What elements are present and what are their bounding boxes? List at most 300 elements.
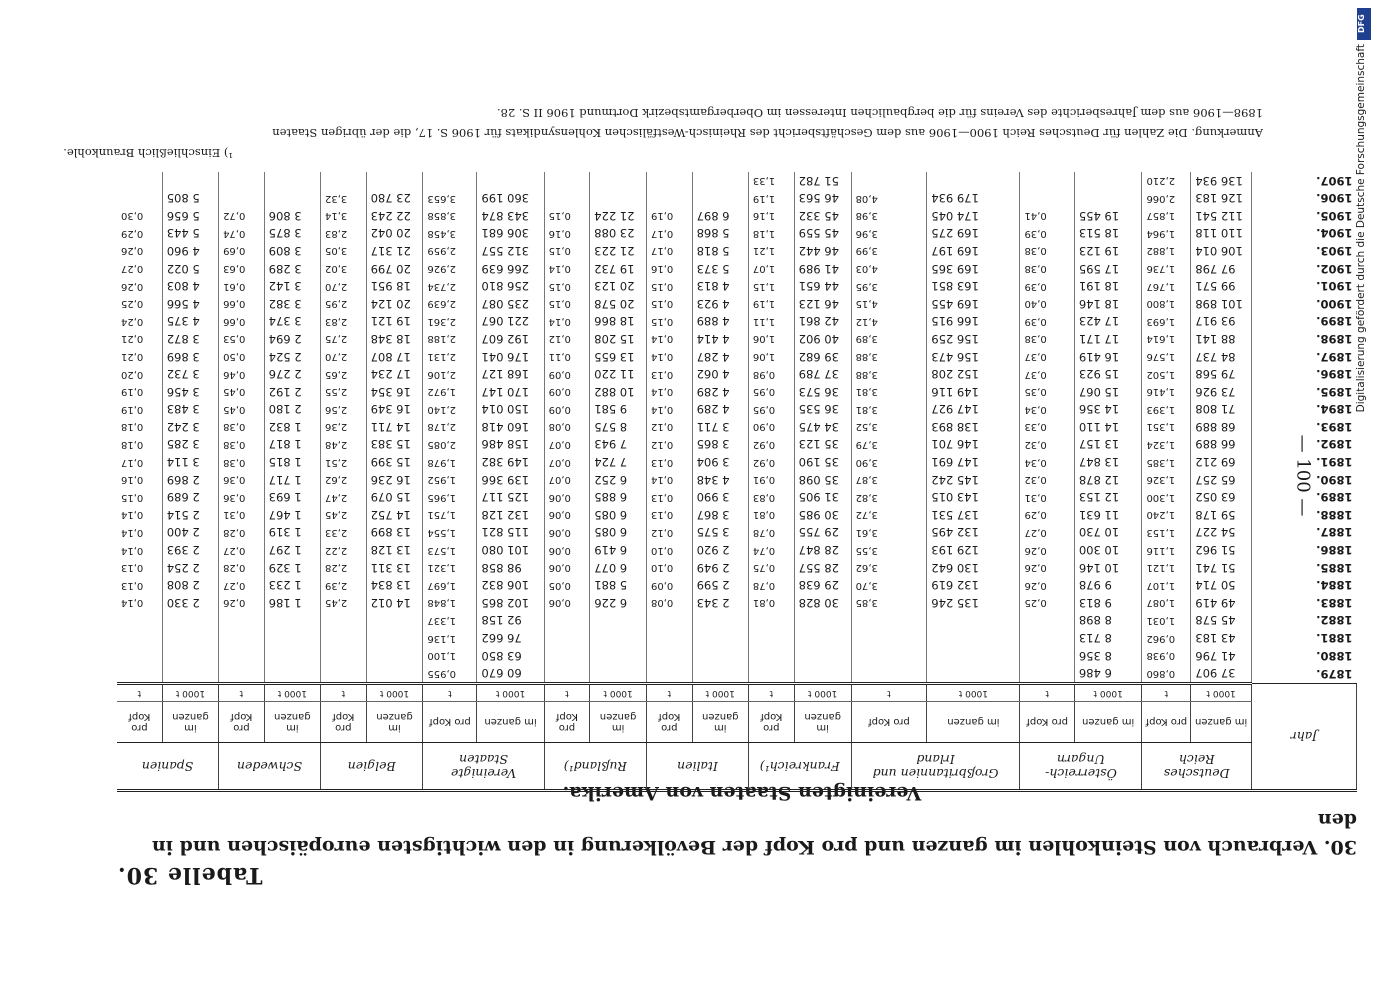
table-row — [117, 612, 1357, 630]
per-capita-cell: 1,136 — [423, 629, 477, 647]
per-capita-cell: 0,16 — [117, 471, 162, 489]
total-cell: 2 180 — [264, 401, 320, 419]
per-capita-cell: 2,95 — [321, 295, 367, 313]
per-capita-cell — [646, 647, 692, 665]
total-cell — [692, 172, 748, 190]
total-cell: 115 821 — [477, 524, 544, 542]
per-capita-cell: 0,53 — [219, 330, 265, 348]
total-cell: 21 224 — [590, 207, 647, 225]
per-capita-cell — [851, 629, 927, 647]
unit-total: 1000 t — [366, 684, 423, 702]
total-cell: 137 531 — [927, 506, 1020, 524]
total-cell: 15 383 — [366, 436, 423, 454]
total-cell: 18 866 — [590, 313, 647, 331]
per-capita-cell: 0,06 — [544, 506, 590, 524]
per-capita-cell: 0,14 — [646, 401, 692, 419]
per-capita-cell: 2,734 — [423, 277, 477, 295]
per-capita-cell: 0,26 — [117, 277, 162, 295]
total-cell: 8 713 — [1074, 629, 1142, 647]
total-cell: 17 595 — [1074, 260, 1142, 278]
per-capita-cell: 0,09 — [544, 383, 590, 401]
total-cell: 10 882 — [590, 383, 647, 401]
per-capita-cell: 2,65 — [321, 365, 367, 383]
per-capita-cell: 1,15 — [748, 277, 794, 295]
remark-line-2: 1898—1906 aus dem Jahresberichte des Vereins für die bergbaulichen Interessen im Oberbergamtsbezirk Dortmund 1906 II S. 28. — [496, 106, 1263, 120]
per-capita-cell — [219, 189, 265, 207]
per-capita-cell: 0,66 — [219, 313, 265, 331]
per-capita-cell: 2,106 — [423, 365, 477, 383]
unit-per-capita: t — [321, 684, 367, 702]
per-capita-cell: 0,74 — [748, 541, 794, 559]
per-capita-cell: 1,416 — [1142, 383, 1191, 401]
total-cell: 6 077 — [590, 559, 647, 577]
total-cell: 3 456 — [162, 383, 218, 401]
per-capita-cell: 0,26 — [219, 594, 265, 612]
total-cell: 2 343 — [692, 594, 748, 612]
per-capita-cell: 1,351 — [1142, 418, 1191, 436]
total-cell: 40 902 — [794, 330, 851, 348]
total-cell: 156 259 — [927, 330, 1020, 348]
table-row — [117, 260, 1357, 278]
total-cell — [794, 647, 851, 665]
unit-total: 1000 t — [927, 684, 1020, 702]
unit-total: 1000 t — [1191, 684, 1252, 702]
table-row — [117, 506, 1357, 524]
per-capita-cell — [321, 612, 367, 630]
per-capita-cell: 0,15 — [646, 295, 692, 313]
total-cell: 22 243 — [366, 207, 423, 225]
subheader-per-capita: pro Kopf — [544, 702, 590, 743]
per-capita-cell: 1,952 — [423, 471, 477, 489]
total-cell: 10 146 — [1074, 559, 1142, 577]
table-row — [117, 277, 1357, 295]
per-capita-cell — [646, 189, 692, 207]
year-cell: 1902. — [1316, 261, 1353, 276]
total-cell: 11 631 — [1074, 506, 1142, 524]
per-capita-cell: 0,08 — [544, 418, 590, 436]
total-cell: 99 571 — [1191, 277, 1252, 295]
total-cell: 23 088 — [590, 225, 647, 243]
total-cell: 3 114 — [162, 453, 218, 471]
per-capita-cell: 3,653 — [423, 189, 477, 207]
total-cell: 3 382 — [264, 295, 320, 313]
per-capita-cell: 3,95 — [851, 277, 927, 295]
total-cell: 266 639 — [477, 260, 544, 278]
per-capita-cell: 0,14 — [544, 260, 590, 278]
total-cell: 101 898 — [1191, 295, 1252, 313]
per-capita-cell: 2,39 — [321, 576, 367, 594]
per-capita-cell — [851, 664, 927, 683]
per-capita-cell: 1,337 — [423, 612, 477, 630]
per-capita-cell: 0,17 — [646, 242, 692, 260]
per-capita-cell — [321, 172, 367, 190]
per-capita-cell: 0,98 — [748, 365, 794, 383]
per-capita-cell: 2,75 — [321, 330, 367, 348]
per-capita-cell — [544, 629, 590, 647]
total-cell — [927, 664, 1020, 683]
per-capita-cell: 2,085 — [423, 436, 477, 454]
remark-line-1: Anmerkung. Die Zahlen für Deutsches Reich 1900—1906 aus dem Geschäftsbericht des Rheinisch-Westfälischen Kohlensyndikats für 1906 S. 17, die der übrigen Staaten — [272, 126, 1263, 140]
total-cell: 138 893 — [927, 418, 1020, 436]
year-cell: 1901. — [1316, 279, 1353, 294]
per-capita-cell: 3,79 — [851, 436, 927, 454]
total-cell: 132 619 — [927, 576, 1020, 594]
total-cell: 18 146 — [1074, 295, 1142, 313]
total-cell: 45 559 — [794, 225, 851, 243]
per-capita-cell: 4,12 — [851, 313, 927, 331]
total-cell: 4 566 — [162, 295, 218, 313]
total-cell: 1 233 — [264, 576, 320, 594]
total-cell: 106 832 — [477, 576, 544, 594]
per-capita-cell: 2,47 — [321, 488, 367, 506]
per-capita-cell — [219, 172, 265, 190]
total-cell: 14 752 — [366, 506, 423, 524]
per-capita-cell: 0,91 — [748, 471, 794, 489]
per-capita-cell: 0,09 — [646, 576, 692, 594]
unit-total: 1000 t — [162, 684, 218, 702]
per-capita-cell: 0,08 — [646, 594, 692, 612]
total-cell: 146 701 — [927, 436, 1020, 454]
table-row — [117, 647, 1357, 665]
subheader-total: im ganzen — [477, 702, 544, 743]
per-capita-cell: 0,12 — [646, 418, 692, 436]
per-capita-cell: 1,087 — [1142, 594, 1191, 612]
per-capita-cell: 0,13 — [646, 488, 692, 506]
per-capita-cell: 2,36 — [321, 418, 367, 436]
total-cell: 92 158 — [477, 612, 544, 630]
total-cell: 1 832 — [264, 418, 320, 436]
total-cell: 106 014 — [1191, 242, 1252, 260]
per-capita-cell: 3,88 — [851, 348, 927, 366]
total-cell — [264, 629, 320, 647]
table-row — [117, 541, 1357, 559]
total-cell: 51 962 — [1191, 541, 1252, 559]
table-row — [117, 664, 1357, 683]
total-cell: 76 662 — [477, 629, 544, 647]
per-capita-cell: 1,736 — [1142, 260, 1191, 278]
total-cell: 34 475 — [794, 418, 851, 436]
per-capita-cell: 0,39 — [1020, 225, 1074, 243]
total-cell: 13 847 — [1074, 453, 1142, 471]
total-cell: 45 332 — [794, 207, 851, 225]
total-cell: 1 297 — [264, 541, 320, 559]
total-cell: 16 349 — [366, 401, 423, 419]
total-cell: 43 183 — [1191, 629, 1252, 647]
per-capita-cell: 1,554 — [423, 524, 477, 542]
total-cell: 37 907 — [1191, 664, 1252, 683]
total-cell: 160 418 — [477, 418, 544, 436]
per-capita-cell: 0,31 — [219, 506, 265, 524]
per-capita-cell: 2,131 — [423, 348, 477, 366]
total-cell: 36 573 — [794, 383, 851, 401]
total-cell: 6 885 — [590, 488, 647, 506]
total-cell: 1 329 — [264, 559, 320, 577]
year-cell: 1893. — [1316, 419, 1353, 434]
year-header: Jahr — [1252, 684, 1357, 791]
total-cell: 2 694 — [264, 330, 320, 348]
total-cell: 3 904 — [692, 453, 748, 471]
per-capita-cell: 0,74 — [219, 225, 265, 243]
per-capita-cell: 2,55 — [321, 383, 367, 401]
total-cell: 4 803 — [162, 277, 218, 295]
per-capita-cell: 2,210 — [1142, 172, 1191, 190]
total-cell: 110 118 — [1191, 225, 1252, 243]
table-row — [117, 295, 1357, 313]
unit-total: 1000 t — [794, 684, 851, 702]
per-capita-cell: 1,100 — [423, 647, 477, 665]
per-capita-cell: 0,07 — [544, 453, 590, 471]
total-cell: 112 541 — [1191, 207, 1252, 225]
total-cell: 147 691 — [927, 453, 1020, 471]
total-cell: 169 365 — [927, 260, 1020, 278]
total-cell: 45 578 — [1191, 612, 1252, 630]
total-cell: 15 079 — [366, 488, 423, 506]
total-cell: 163 851 — [927, 277, 1020, 295]
per-capita-cell: 0,63 — [219, 260, 265, 278]
per-capita-cell: 3,32 — [321, 189, 367, 207]
per-capita-cell: 1,06 — [748, 348, 794, 366]
per-capita-cell: 0,24 — [117, 313, 162, 331]
year-cell: 1906. — [1316, 191, 1353, 206]
total-cell — [366, 612, 423, 630]
per-capita-cell: 0,16 — [544, 225, 590, 243]
total-cell: 5 443 — [162, 225, 218, 243]
total-cell: 17 807 — [366, 348, 423, 366]
total-cell: 169 455 — [927, 295, 1020, 313]
per-capita-cell: 0,32 — [1020, 471, 1074, 489]
per-capita-cell: 2,28 — [321, 559, 367, 577]
table-row — [117, 401, 1357, 419]
per-capita-cell: 2,361 — [423, 313, 477, 331]
per-capita-cell: 0,17 — [646, 225, 692, 243]
per-capita-cell — [117, 629, 162, 647]
per-capita-cell: 0,66 — [219, 295, 265, 313]
total-cell: 11 220 — [590, 365, 647, 383]
per-capita-cell: 0,15 — [544, 207, 590, 225]
unit-total: 1000 t — [477, 684, 544, 702]
total-cell: 4 889 — [692, 313, 748, 331]
per-capita-cell: 1,07 — [748, 260, 794, 278]
per-capita-cell: 2,83 — [321, 313, 367, 331]
total-cell: 126 183 — [1191, 189, 1252, 207]
table-row — [117, 453, 1357, 471]
total-cell: 41 989 — [794, 260, 851, 278]
total-cell: 102 865 — [477, 594, 544, 612]
per-capita-cell: 2,639 — [423, 295, 477, 313]
total-cell: 10 730 — [1074, 524, 1142, 542]
total-cell: 30 828 — [794, 594, 851, 612]
per-capita-cell: 1,153 — [1142, 524, 1191, 542]
total-cell: 4 289 — [692, 401, 748, 419]
per-capita-cell — [1020, 647, 1074, 665]
year-cell: 1883. — [1316, 595, 1353, 610]
unit-per-capita: t — [851, 684, 927, 702]
total-cell: 2 920 — [692, 541, 748, 559]
total-cell: 13 311 — [366, 559, 423, 577]
total-cell: 170 147 — [477, 383, 544, 401]
table-row — [117, 418, 1357, 436]
total-cell: 147 927 — [927, 401, 1020, 419]
per-capita-cell: 0,45 — [219, 383, 265, 401]
country-header: Österreich-Ungarn — [1020, 743, 1142, 791]
per-capita-cell: 0,38 — [219, 436, 265, 454]
per-capita-cell: 0,26 — [1020, 559, 1074, 577]
per-capita-cell — [748, 664, 794, 683]
total-cell: 7 943 — [590, 436, 647, 454]
total-cell: 28 557 — [794, 559, 851, 577]
per-capita-cell: 1,031 — [1142, 612, 1191, 630]
subheader-per-capita: pro Kopf — [423, 702, 477, 743]
subheader-total: im ganzen — [162, 702, 218, 743]
total-cell: 3 867 — [692, 506, 748, 524]
per-capita-cell: 1,321 — [423, 559, 477, 577]
dfg-logo: DFG — [1357, 8, 1371, 40]
per-capita-cell: 0,955 — [423, 664, 477, 683]
subheader-per-capita: pro Kopf — [321, 702, 367, 743]
total-cell: 15 067 — [1074, 383, 1142, 401]
per-capita-cell — [748, 612, 794, 630]
total-cell: 20 799 — [366, 260, 423, 278]
total-cell: 14 356 — [1074, 401, 1142, 419]
total-cell — [366, 172, 423, 190]
total-cell: 18 191 — [1074, 277, 1142, 295]
per-capita-cell: 2,51 — [321, 453, 367, 471]
total-cell: 2 393 — [162, 541, 218, 559]
total-cell: 46 123 — [794, 295, 851, 313]
per-capita-cell — [1020, 664, 1074, 683]
country-header: Frankreich¹) — [748, 743, 851, 791]
per-capita-cell: 0,30 — [117, 207, 162, 225]
per-capita-cell: 0,38 — [219, 453, 265, 471]
per-capita-cell: 2,066 — [1142, 189, 1191, 207]
per-capita-cell: 1,693 — [1142, 313, 1191, 331]
total-cell: 18 348 — [366, 330, 423, 348]
per-capita-cell: 0,38 — [1020, 330, 1074, 348]
total-cell — [927, 647, 1020, 665]
table-row — [117, 436, 1357, 454]
unit-total: 1000 t — [590, 684, 647, 702]
per-capita-cell: 0,25 — [117, 295, 162, 313]
total-cell: 3 872 — [162, 330, 218, 348]
per-capita-cell: 0,75 — [748, 559, 794, 577]
total-cell: 68 889 — [1191, 418, 1252, 436]
per-capita-cell: 0,15 — [544, 242, 590, 260]
year-cell: 1898. — [1316, 331, 1353, 346]
subheader-per-capita: pro Kopf — [1142, 702, 1191, 743]
subheader-per-capita: pro Kopf — [646, 702, 692, 743]
total-cell: 2 599 — [692, 576, 748, 594]
total-cell: 6 085 — [590, 524, 647, 542]
total-cell — [794, 629, 851, 647]
total-cell: 3 142 — [264, 277, 320, 295]
per-capita-cell — [117, 664, 162, 683]
total-cell: 2 689 — [162, 488, 218, 506]
total-cell: 42 861 — [794, 313, 851, 331]
per-capita-cell: 2,22 — [321, 541, 367, 559]
per-capita-cell: 0,15 — [646, 277, 692, 295]
unit-per-capita: t — [1020, 684, 1074, 702]
total-cell: 29 755 — [794, 524, 851, 542]
per-capita-cell: 3,62 — [851, 559, 927, 577]
per-capita-cell: 1,964 — [1142, 225, 1191, 243]
total-cell: 17 234 — [366, 365, 423, 383]
total-cell: 152 208 — [927, 365, 1020, 383]
per-capita-cell: 0,14 — [646, 471, 692, 489]
total-cell: 79 568 — [1191, 365, 1252, 383]
total-cell: 97 798 — [1191, 260, 1252, 278]
country-header: Schweden — [219, 743, 321, 791]
per-capita-cell: 1,300 — [1142, 488, 1191, 506]
total-cell: 10 300 — [1074, 541, 1142, 559]
total-cell: 9 813 — [1074, 594, 1142, 612]
subheader-total: im ganzen — [794, 702, 851, 743]
per-capita-cell: 0,25 — [1020, 594, 1074, 612]
total-cell — [692, 612, 748, 630]
unit-total: 1000 t — [692, 684, 748, 702]
total-cell: 1 319 — [264, 524, 320, 542]
per-capita-cell: 2,959 — [423, 242, 477, 260]
total-cell: 71 808 — [1191, 401, 1252, 419]
total-cell: 3 242 — [162, 418, 218, 436]
total-cell: 69 212 — [1191, 453, 1252, 471]
per-capita-cell: 0,21 — [117, 348, 162, 366]
total-cell: 98 858 — [477, 559, 544, 577]
total-cell: 60 670 — [477, 664, 544, 683]
total-cell: 41 796 — [1191, 647, 1252, 665]
table-row — [117, 242, 1357, 260]
table-row — [117, 594, 1357, 612]
per-capita-cell: 0,36 — [219, 488, 265, 506]
total-cell: 35 190 — [794, 453, 851, 471]
per-capita-cell: 0,39 — [1020, 277, 1074, 295]
total-cell: 4 062 — [692, 365, 748, 383]
total-cell: 2 276 — [264, 365, 320, 383]
total-cell: 2 330 — [162, 594, 218, 612]
total-cell — [927, 612, 1020, 630]
per-capita-cell: 0,938 — [1142, 647, 1191, 665]
per-capita-cell: 3,61 — [851, 524, 927, 542]
per-capita-cell — [544, 647, 590, 665]
total-cell: 37 789 — [794, 365, 851, 383]
per-capita-cell: 0,36 — [219, 471, 265, 489]
total-cell: 12 878 — [1074, 471, 1142, 489]
per-capita-cell: 0,15 — [544, 295, 590, 313]
per-capita-cell: 0,16 — [646, 260, 692, 278]
per-capita-cell — [544, 172, 590, 190]
table-row — [117, 313, 1357, 331]
per-capita-cell: 0,15 — [117, 488, 162, 506]
table-row — [117, 576, 1357, 594]
per-capita-cell: 0,28 — [219, 559, 265, 577]
total-cell: 20 124 — [366, 295, 423, 313]
total-cell — [590, 172, 647, 190]
per-capita-cell: 1,19 — [748, 295, 794, 313]
per-capita-cell: 0,78 — [748, 524, 794, 542]
total-cell: 3 809 — [264, 242, 320, 260]
total-cell: 19 455 — [1074, 207, 1142, 225]
total-cell: 6 252 — [590, 471, 647, 489]
subheader-total: im ganzen — [590, 702, 647, 743]
per-capita-cell: 0,31 — [1020, 488, 1074, 506]
total-cell: 46 442 — [794, 242, 851, 260]
total-cell: 20 042 — [366, 225, 423, 243]
per-capita-cell: 0,29 — [1020, 506, 1074, 524]
year-cell: 1889. — [1316, 490, 1353, 505]
total-cell: 3 990 — [692, 488, 748, 506]
per-capita-cell: 1,751 — [423, 506, 477, 524]
per-capita-cell: 0,14 — [646, 383, 692, 401]
per-capita-cell: 0,13 — [646, 453, 692, 471]
